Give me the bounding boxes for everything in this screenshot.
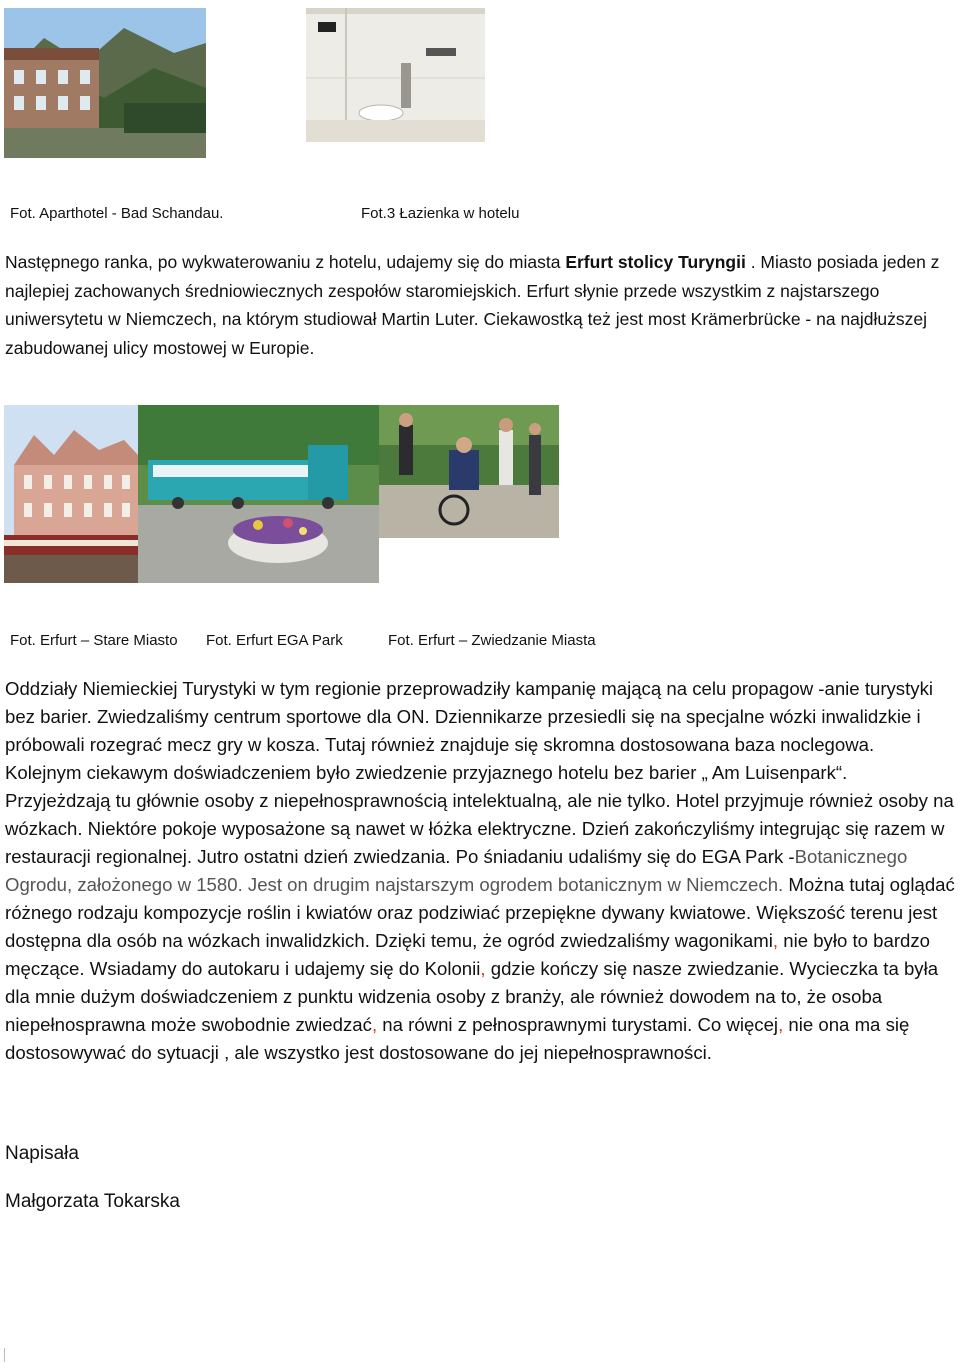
erfurt-bold: Erfurt stolicy Turyngii: [565, 252, 746, 272]
text-c: Można tutaj oglądać różnego rodzaju kompozycje roślin i kwiatów oraz podziwiać przepiękne dywany kwiatowe. Większość terenu jest dostępna dla osób na wózkach inwalidzkich. Dzięki temu, że ogród zwiedzaliśmy wagonikami: [5, 874, 955, 951]
signature-label: Napisała: [5, 1143, 79, 1164]
caption-bathroom: Fot.3 Łazienka w hotelu: [361, 205, 520, 222]
caption-ega-park: Fot. Erfurt EGA Park: [206, 632, 343, 649]
caption-old-town: Fot. Erfurt – Stare Miasto: [10, 632, 178, 649]
text-a: Oddziały Niemieckiej Turystyki w tym regionie przeprowadziły kampanię mającą na celu propagow -anie turystyki bez barier. Zwiedzaliśmy centrum sportowe dla ON. Dziennikarze przesiedli się na specjalne wózki inwalidzkie i próbowali rozegrać mecz gry w kosza. Tutaj również znajduje się skromna dostosowana baza noclegowa. Kolejnym ciekawym doświadczeniem było zwiedzenie przyjaznego hotelu bez barier „ Am Luisenpark“. Przyjeżdzają tu głównie osoby z niepełnosprawnością intelektualną, ale nie tylko. Hotel przyjmuje również osoby na wózkach. Niektóre pokoje wyposażone są nawet w łóżka elektryczne. Dzień zakończyliśmy integrując się razem w restauracji regionalnej. Jutro ostatni dzień zwiedzania. Po śniadaniu udaliśmy się do EGA Park -: [5, 678, 954, 867]
caption-city-tour: Fot. Erfurt – Zwiedzanie Miasta: [388, 632, 596, 649]
photo-erfurt-old-town: [4, 405, 138, 583]
photo-aparthotel: [4, 8, 206, 158]
comma-red-3: ,: [371, 1014, 378, 1035]
signature-name: Małgorzata Tokarska: [5, 1191, 180, 1212]
text-i: na równi z pełnosprawnymi turystami. Co więcej: [377, 1014, 779, 1035]
paragraph-lead: Następnego ranka, po wykwaterowaniu z hotelu, udajemy się do miasta: [5, 252, 566, 272]
comma-red-4: ,: [778, 1014, 784, 1035]
text-botanical-garden: Botanicznego Ogrodu, założonego w 1580. Jest on drugim najstarszym ogrodem botanicznym w Niemczech.: [5, 846, 908, 895]
photo-hotel-bathroom: [306, 8, 485, 142]
comma-red-2: ,: [480, 958, 486, 979]
paragraph-rest: . Miasto posiada jeden z najlepiej zachowanych średniowiecznych zespołów staromiejskich. Erfurt słynie przede wszystkim z najstarszego uniwersytetu w Niemczech, na którym studiował Martin Luter. Ciekawostką też jest most Krämerbrücke - na najdłuższej zabudowanej ulicy mostowej w Europie.: [5, 252, 940, 358]
text-e: nie było to bardzo męczące. Wsiadamy do autokaru i udajemy się do Kolonii: [5, 930, 931, 979]
text-k: nie ona ma się dostosowywać do sytuacji , ale wszystko jest dostosowane do jej niepełnosprawności.: [5, 1014, 910, 1063]
margin-mark: [4, 1348, 5, 1362]
photo-ega-park-train: [138, 405, 379, 583]
text-g: gdzie kończy się nasze zwiedzanie. Wycieczka ta była dla mnie dużym doświadczeniem z punktu widzenia osoby z branży, ale również dowodem na to, że osoba niepełnosprawna może swobodnie zwiedzać: [5, 958, 939, 1035]
caption-aparthotel: Fot. Aparthotel - Bad Schandau.: [10, 205, 224, 222]
photo-city-tour-wheelchair: [379, 405, 559, 538]
paragraph-erfurt-intro: [5, 248, 950, 362]
paragraph-tour-report: [5, 675, 955, 1067]
comma-red-1: ,: [772, 930, 779, 951]
